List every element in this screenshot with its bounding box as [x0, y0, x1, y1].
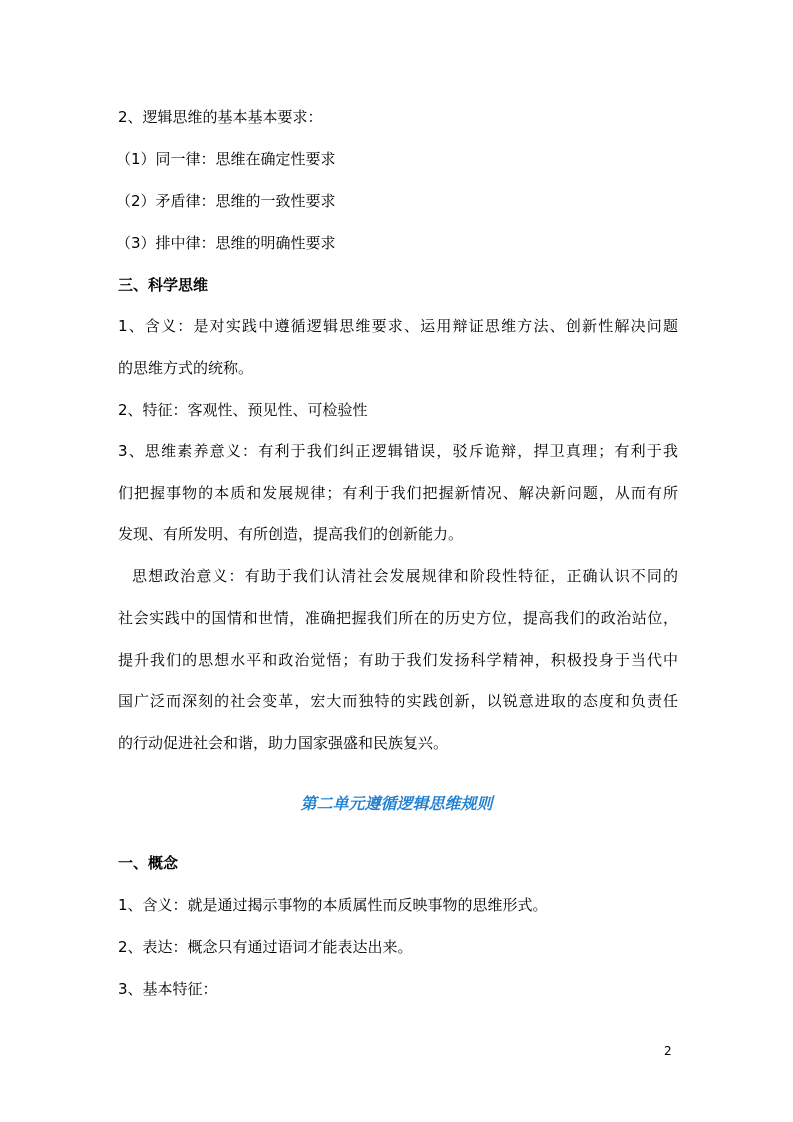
- text-line: （1）同一律：思维在确定性要求: [116, 150, 336, 168]
- text-line: 1、含义：是对实践中遵循逻辑思维要求、运用辩证思维方法、创新性解决问题: [118, 317, 678, 335]
- text-line: 国广泛而深刻的社会变革，宏大而独特的实践创新，以锐意进取的态度和负责任: [118, 692, 678, 710]
- unit-heading: 第二单元遵循逻辑思维规则: [300, 794, 493, 813]
- text-line: 的行动促进社会和谐，助力国家强盛和民族复兴。: [118, 734, 449, 752]
- text-line: 3、思维素养意义：有利于我们纠正逻辑错误，驳斥诡辩，捍卫真理；有利于我: [118, 442, 678, 460]
- text-line: 2、特征：客观性、预见性、可检验性: [118, 401, 368, 419]
- section-heading: 三、科学思维: [118, 276, 209, 294]
- text-line: 的思维方式的统称。: [118, 359, 254, 377]
- text-line: 发现、有所发明、有所创造，提高我们的创新能力。: [118, 525, 464, 543]
- page-number: 2: [664, 1044, 672, 1058]
- text-line: （3）排中律：思维的明确性要求: [116, 234, 336, 252]
- text-line: 2、逻辑思维的基本基本要求：: [118, 108, 323, 126]
- text-line: 思想政治意义：有助于我们认清社会发展规律和阶段性特征，正确认识不同的: [132, 567, 678, 585]
- text-line: 1、含义：就是通过揭示事物的本质属性而反映事物的思维形式。: [118, 896, 548, 914]
- text-line: 们把握事物的本质和发展规律；有利于我们把握新情况、解决新问题，从而有所: [118, 484, 678, 502]
- section-heading: 一、概念: [118, 854, 179, 872]
- text-line: （2）矛盾律：思维的一致性要求: [116, 192, 336, 210]
- text-line: 社会实践中的国情和世情，准确把握我们所在的历史方位，提高我们的政治站位，: [118, 609, 678, 627]
- text-line: 提升我们的思想水平和政治觉悟；有助于我们发扬科学精神，积极投身于当代中: [118, 651, 678, 669]
- text-line: 3、基本特征：: [118, 980, 218, 998]
- text-line: 2、表达：概念只有通过语词才能表达出来。: [118, 938, 413, 956]
